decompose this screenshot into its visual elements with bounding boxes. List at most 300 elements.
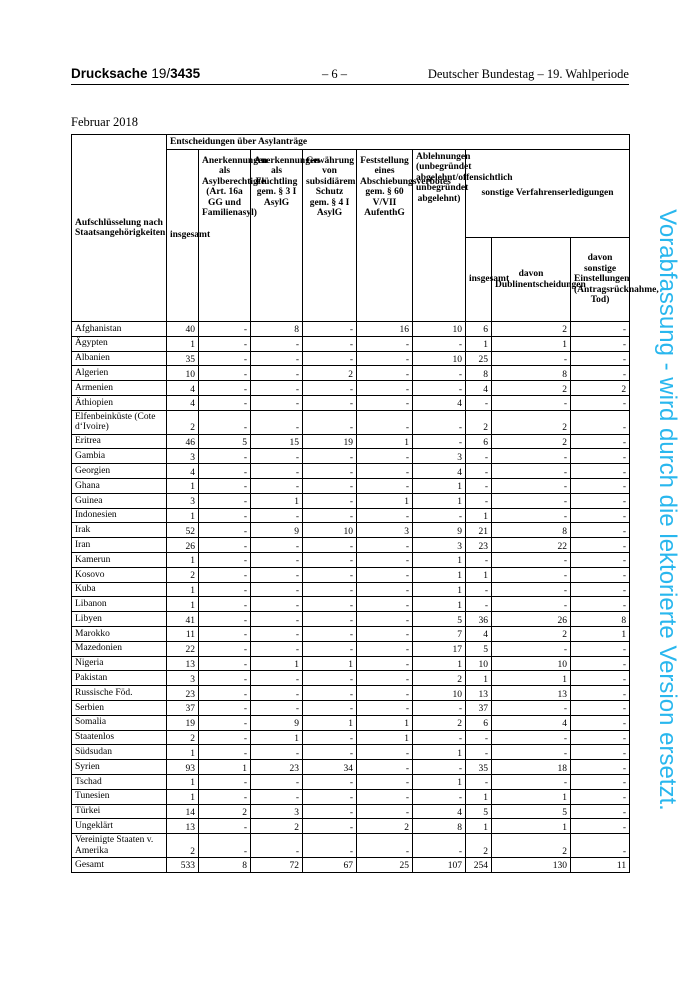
- value-cell: 37: [167, 701, 199, 716]
- value-cell: 2: [167, 730, 199, 745]
- value-cell: 1: [413, 553, 466, 568]
- value-cell: -: [571, 701, 630, 716]
- value-cell: -: [251, 538, 303, 553]
- value-cell: 4: [466, 627, 492, 642]
- value-cell: -: [303, 322, 357, 337]
- value-cell: -: [303, 351, 357, 366]
- value-cell: -: [357, 789, 413, 804]
- draft-watermark: Vorabfassung - wird durch die lektorierte Version ersetzt.: [654, 209, 681, 811]
- value-cell: 9: [251, 715, 303, 730]
- value-cell: -: [571, 760, 630, 775]
- value-cell: -: [466, 745, 492, 760]
- value-cell: -: [199, 508, 251, 523]
- value-cell: 1: [466, 819, 492, 834]
- value-cell: -: [303, 508, 357, 523]
- value-cell: -: [492, 641, 571, 656]
- value-cell: -: [571, 730, 630, 745]
- value-cell: -: [251, 627, 303, 642]
- value-cell: -: [357, 627, 413, 642]
- header-decisions-group: Entscheidungen über Asylanträge: [167, 135, 630, 150]
- value-cell: -: [571, 834, 630, 858]
- value-cell: 6: [466, 715, 492, 730]
- value-cell: 6: [466, 434, 492, 449]
- table-row: [72, 322, 630, 337]
- value-cell: -: [571, 366, 630, 381]
- value-cell: -: [492, 745, 571, 760]
- value-cell: -: [199, 336, 251, 351]
- nationality-cell: Kuba: [72, 582, 167, 597]
- asylum-decisions-table: [71, 134, 659, 873]
- table-body: [72, 322, 630, 873]
- value-cell: -: [357, 656, 413, 671]
- value-cell: -: [251, 395, 303, 410]
- value-cell: -: [303, 745, 357, 760]
- value-cell: -: [251, 553, 303, 568]
- value-cell: -: [571, 641, 630, 656]
- value-cell: -: [413, 760, 466, 775]
- value-cell: -: [571, 449, 630, 464]
- nationality-cell: Irak: [72, 523, 167, 538]
- value-cell: 22: [492, 538, 571, 553]
- value-cell: -: [251, 701, 303, 716]
- value-cell: -: [571, 351, 630, 366]
- value-cell: 2: [492, 381, 571, 396]
- value-cell: 1: [413, 479, 466, 494]
- value-cell: -: [251, 479, 303, 494]
- table-row: [72, 819, 630, 834]
- value-cell: -: [571, 553, 630, 568]
- value-cell: -: [199, 366, 251, 381]
- nationality-cell: Serbien: [72, 701, 167, 716]
- value-cell: 10: [413, 322, 466, 337]
- value-cell: 2: [571, 381, 630, 396]
- value-cell: 35: [167, 351, 199, 366]
- value-cell: 37: [466, 701, 492, 716]
- header-refugee-recognitions: Anerkennungen als Flüchtling gem. § 3 I AsylG: [251, 150, 303, 322]
- value-cell: 3: [251, 804, 303, 819]
- table-row: [72, 612, 630, 627]
- nationality-cell: Algerien: [72, 366, 167, 381]
- value-cell: -: [199, 479, 251, 494]
- value-cell: -: [251, 597, 303, 612]
- table-row: [72, 479, 630, 494]
- value-cell: -: [466, 479, 492, 494]
- value-cell: 1: [413, 582, 466, 597]
- value-cell: 1: [167, 336, 199, 351]
- value-cell: -: [357, 538, 413, 553]
- value-cell: 1: [357, 715, 413, 730]
- value-cell: -: [492, 701, 571, 716]
- header-rejections: Ablehnungen (unbegründet abgelehnt/offensichtlich unbegründet abgelehnt): [413, 150, 466, 322]
- value-cell: -: [413, 834, 466, 858]
- value-cell: -: [199, 671, 251, 686]
- value-cell: 11: [571, 858, 630, 873]
- table-row: [72, 493, 630, 508]
- value-cell: -: [466, 553, 492, 568]
- value-cell: 5: [466, 641, 492, 656]
- value-cell: 1: [466, 671, 492, 686]
- value-cell: 1: [492, 336, 571, 351]
- value-cell: 26: [492, 612, 571, 627]
- table-row: [72, 410, 630, 434]
- value-cell: 8: [199, 858, 251, 873]
- value-cell: -: [357, 381, 413, 396]
- value-cell: 4: [167, 395, 199, 410]
- value-cell: -: [413, 366, 466, 381]
- value-cell: -: [251, 774, 303, 789]
- value-cell: -: [492, 508, 571, 523]
- value-cell: 8: [251, 322, 303, 337]
- nationality-cell: Eritrea: [72, 434, 167, 449]
- value-cell: -: [251, 449, 303, 464]
- value-cell: -: [303, 730, 357, 745]
- value-cell: 15: [251, 434, 303, 449]
- table-row: [72, 627, 630, 642]
- value-cell: -: [303, 804, 357, 819]
- value-cell: -: [571, 479, 630, 494]
- value-cell: -: [571, 493, 630, 508]
- value-cell: 67: [303, 858, 357, 873]
- value-cell: 1: [167, 597, 199, 612]
- value-cell: 13: [492, 686, 571, 701]
- table-row: [72, 582, 630, 597]
- header-total: insgesamt: [167, 150, 199, 322]
- value-cell: 1: [357, 730, 413, 745]
- table-row: [72, 553, 630, 568]
- table-row: [72, 701, 630, 716]
- value-cell: 1: [466, 336, 492, 351]
- table-row: [72, 336, 630, 351]
- value-cell: -: [251, 582, 303, 597]
- header-other-total: insgesamt: [466, 238, 492, 322]
- value-cell: 5: [492, 804, 571, 819]
- nationality-cell: Marokko: [72, 627, 167, 642]
- nationality-cell: Indonesien: [72, 508, 167, 523]
- table-row: [72, 464, 630, 479]
- header-asylum-recognitions: Anerkennungen als Asylberechtigte (Art. 16a GG und Familienasyl): [199, 150, 251, 322]
- value-cell: 1: [466, 508, 492, 523]
- table-row: [72, 804, 630, 819]
- value-cell: 1: [466, 789, 492, 804]
- value-cell: -: [199, 701, 251, 716]
- value-cell: -: [199, 381, 251, 396]
- value-cell: 25: [357, 858, 413, 873]
- value-cell: -: [357, 686, 413, 701]
- header-other-settlements: sonstige Verfahrenserledigungen: [466, 150, 630, 238]
- value-cell: 23: [251, 760, 303, 775]
- value-cell: -: [251, 508, 303, 523]
- value-cell: -: [199, 656, 251, 671]
- value-cell: 36: [466, 612, 492, 627]
- value-cell: -: [303, 774, 357, 789]
- value-cell: -: [492, 493, 571, 508]
- table-row: [72, 538, 630, 553]
- value-cell: -: [199, 745, 251, 760]
- nationality-cell: Tunesien: [72, 789, 167, 804]
- value-cell: 10: [413, 351, 466, 366]
- table-row: [72, 834, 630, 858]
- value-cell: -: [571, 774, 630, 789]
- table-row: [72, 760, 630, 775]
- value-cell: -: [413, 410, 466, 434]
- table-row: [72, 567, 630, 582]
- value-cell: -: [571, 656, 630, 671]
- table-row: [72, 523, 630, 538]
- value-cell: 1: [167, 479, 199, 494]
- value-cell: -: [199, 410, 251, 434]
- table-row: [72, 641, 630, 656]
- value-cell: 9: [413, 523, 466, 538]
- header-dublin: davon Dublinentscheidungen: [492, 238, 571, 322]
- value-cell: 13: [167, 819, 199, 834]
- nationality-cell: Nigeria: [72, 656, 167, 671]
- value-cell: 6: [466, 322, 492, 337]
- value-cell: 2: [357, 819, 413, 834]
- table-row: [72, 745, 630, 760]
- value-cell: 1: [413, 597, 466, 612]
- value-cell: -: [199, 322, 251, 337]
- value-cell: 16: [357, 322, 413, 337]
- value-cell: -: [492, 597, 571, 612]
- table-row: [72, 730, 630, 745]
- value-cell: -: [466, 582, 492, 597]
- value-cell: -: [303, 701, 357, 716]
- value-cell: -: [492, 395, 571, 410]
- value-cell: -: [251, 789, 303, 804]
- value-cell: 2: [492, 834, 571, 858]
- publisher-label: Deutscher Bundestag – 19. Wahlperiode: [427, 67, 629, 81]
- value-cell: -: [251, 410, 303, 434]
- value-cell: 19: [167, 715, 199, 730]
- table-row: [72, 671, 630, 686]
- table-row: [72, 351, 630, 366]
- value-cell: 1: [251, 493, 303, 508]
- value-cell: 10: [413, 686, 466, 701]
- value-cell: -: [199, 612, 251, 627]
- value-cell: 17: [413, 641, 466, 656]
- value-cell: 23: [167, 686, 199, 701]
- value-cell: 9: [251, 523, 303, 538]
- nationality-cell: Ghana: [72, 479, 167, 494]
- nationality-cell: Albanien: [72, 351, 167, 366]
- value-cell: -: [357, 395, 413, 410]
- value-cell: -: [466, 774, 492, 789]
- table-row: [72, 449, 630, 464]
- value-cell: -: [413, 336, 466, 351]
- value-cell: -: [571, 789, 630, 804]
- value-cell: 4: [167, 381, 199, 396]
- value-cell: 18: [492, 760, 571, 775]
- value-cell: -: [303, 538, 357, 553]
- value-cell: 3: [413, 449, 466, 464]
- value-cell: -: [303, 567, 357, 582]
- value-cell: -: [357, 641, 413, 656]
- value-cell: 1: [492, 819, 571, 834]
- value-cell: -: [571, 597, 630, 612]
- value-cell: -: [251, 745, 303, 760]
- value-cell: -: [413, 730, 466, 745]
- header-other-misc: davon sonstige Einstellungen (Antragsrücknahme, Tod): [571, 238, 630, 322]
- nationality-cell: Tschad: [72, 774, 167, 789]
- value-cell: 3: [167, 671, 199, 686]
- value-cell: -: [413, 381, 466, 396]
- value-cell: -: [357, 612, 413, 627]
- total-row: [72, 858, 630, 873]
- value-cell: 22: [167, 641, 199, 656]
- value-cell: -: [251, 641, 303, 656]
- value-cell: 533: [167, 858, 199, 873]
- value-cell: -: [251, 381, 303, 396]
- value-cell: 1: [413, 745, 466, 760]
- value-cell: 26: [167, 538, 199, 553]
- value-cell: 2: [492, 434, 571, 449]
- nationality-cell: Armenien: [72, 381, 167, 396]
- table-row: [72, 381, 630, 396]
- value-cell: 2: [167, 410, 199, 434]
- value-cell: -: [357, 701, 413, 716]
- page-header: [71, 66, 629, 85]
- value-cell: -: [571, 434, 630, 449]
- value-cell: -: [199, 538, 251, 553]
- value-cell: 1: [357, 493, 413, 508]
- value-cell: 23: [466, 538, 492, 553]
- value-cell: -: [303, 834, 357, 858]
- value-cell: -: [199, 493, 251, 508]
- value-cell: -: [251, 612, 303, 627]
- nationality-cell: Staatenlos: [72, 730, 167, 745]
- value-cell: -: [571, 336, 630, 351]
- value-cell: -: [357, 479, 413, 494]
- value-cell: -: [303, 819, 357, 834]
- value-cell: 93: [167, 760, 199, 775]
- value-cell: -: [251, 834, 303, 858]
- value-cell: 72: [251, 858, 303, 873]
- header-subsidiary-protection: Gewährung von subsidiärem Schutz gem. § 4 I AsylG: [303, 150, 357, 322]
- table-row: [72, 366, 630, 381]
- value-cell: -: [571, 745, 630, 760]
- value-cell: 10: [167, 366, 199, 381]
- value-cell: -: [199, 553, 251, 568]
- value-cell: 25: [466, 351, 492, 366]
- value-cell: -: [492, 553, 571, 568]
- value-cell: 13: [466, 686, 492, 701]
- table-row: [72, 656, 630, 671]
- value-cell: -: [199, 395, 251, 410]
- nationality-cell: Iran: [72, 538, 167, 553]
- value-cell: -: [251, 464, 303, 479]
- table-row: [72, 395, 630, 410]
- nationality-cell: Mazedonien: [72, 641, 167, 656]
- value-cell: -: [357, 464, 413, 479]
- value-cell: 2: [167, 567, 199, 582]
- header-deportation-ban: Feststellung eines Abschiebungsverbotes gem. § 60 V/VII AufenthG: [357, 150, 413, 322]
- value-cell: -: [303, 627, 357, 642]
- value-cell: -: [251, 567, 303, 582]
- value-cell: 7: [413, 627, 466, 642]
- value-cell: 3: [167, 493, 199, 508]
- nationality-cell: Ungeklärt: [72, 819, 167, 834]
- value-cell: -: [571, 410, 630, 434]
- value-cell: -: [199, 686, 251, 701]
- value-cell: -: [303, 686, 357, 701]
- value-cell: -: [357, 351, 413, 366]
- value-cell: -: [199, 730, 251, 745]
- nationality-cell: Türkei: [72, 804, 167, 819]
- value-cell: 1: [167, 774, 199, 789]
- value-cell: 35: [466, 760, 492, 775]
- value-cell: -: [492, 582, 571, 597]
- value-cell: 2: [167, 834, 199, 858]
- value-cell: -: [251, 366, 303, 381]
- value-cell: 8: [466, 366, 492, 381]
- table-row: [72, 715, 630, 730]
- value-cell: 1: [167, 745, 199, 760]
- value-cell: 1: [357, 434, 413, 449]
- value-cell: 11: [167, 627, 199, 642]
- value-cell: 13: [167, 656, 199, 671]
- nationality-cell: Guinea: [72, 493, 167, 508]
- value-cell: -: [199, 789, 251, 804]
- value-cell: -: [357, 410, 413, 434]
- value-cell: -: [303, 553, 357, 568]
- value-cell: -: [492, 351, 571, 366]
- nationality-cell: Russische Föd.: [72, 686, 167, 701]
- value-cell: 4: [413, 464, 466, 479]
- value-cell: -: [199, 641, 251, 656]
- value-cell: -: [357, 582, 413, 597]
- table-row: [72, 774, 630, 789]
- value-cell: 107: [413, 858, 466, 873]
- value-cell: 2: [492, 627, 571, 642]
- value-cell: -: [199, 351, 251, 366]
- value-cell: -: [199, 597, 251, 612]
- nationality-cell: Kamerun: [72, 553, 167, 568]
- value-cell: 4: [167, 464, 199, 479]
- value-cell: -: [357, 336, 413, 351]
- value-cell: -: [571, 508, 630, 523]
- value-cell: 34: [303, 760, 357, 775]
- value-cell: 1: [251, 656, 303, 671]
- value-cell: 14: [167, 804, 199, 819]
- value-cell: -: [413, 508, 466, 523]
- value-cell: 1: [413, 567, 466, 582]
- value-cell: -: [303, 464, 357, 479]
- value-cell: 2: [413, 715, 466, 730]
- value-cell: -: [571, 686, 630, 701]
- table-row: [72, 597, 630, 612]
- value-cell: 1: [571, 627, 630, 642]
- value-cell: -: [199, 715, 251, 730]
- value-cell: -: [413, 789, 466, 804]
- value-cell: 8: [571, 612, 630, 627]
- nationality-cell: Pakistan: [72, 671, 167, 686]
- value-cell: 1: [167, 508, 199, 523]
- value-cell: -: [199, 523, 251, 538]
- value-cell: -: [303, 479, 357, 494]
- table-row: [72, 789, 630, 804]
- value-cell: -: [571, 538, 630, 553]
- value-cell: -: [571, 804, 630, 819]
- value-cell: 10: [303, 523, 357, 538]
- value-cell: -: [303, 381, 357, 396]
- nationality-cell: Südsudan: [72, 745, 167, 760]
- table-row: [72, 508, 630, 523]
- nationality-cell: Libyen: [72, 612, 167, 627]
- value-cell: -: [357, 597, 413, 612]
- value-cell: -: [303, 410, 357, 434]
- value-cell: -: [571, 582, 630, 597]
- value-cell: 40: [167, 322, 199, 337]
